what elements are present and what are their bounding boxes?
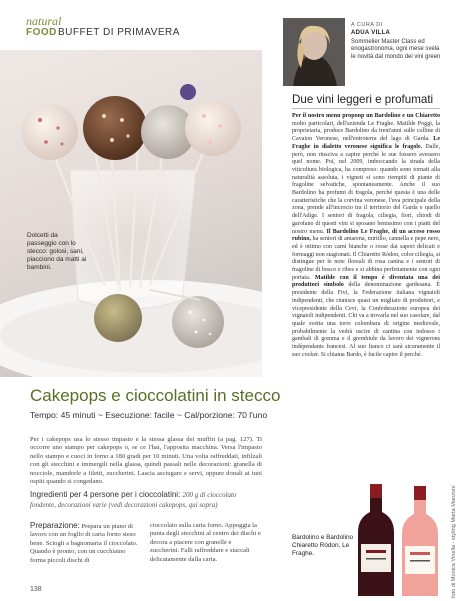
- author-portrait: [283, 18, 345, 86]
- cakepops-illustration: [0, 50, 262, 377]
- page-number: 138: [30, 586, 42, 593]
- ingredients-heading: Ingredienti per 4 persone per i cioccolatini:: [30, 490, 181, 499]
- bottles-caption: Bardolino e Bardolino Chiaretto Ròdon, Le Fraghe.: [292, 534, 354, 557]
- photo-caption: Dolcetti da passeggio con lo stecco: golosi, sani, piacciono da matti ai bambini.: [27, 232, 87, 271]
- article-title: Due vini leggeri e profumati: [292, 93, 434, 106]
- ingredients: [30, 490, 262, 510]
- paragraph-2-lead: Le Fraghe in dialetto veronese significa le fragole.: [292, 136, 440, 150]
- preparation-column-2: cioccolato sulla carta forno. Appoggia la punta degli stecchini al centro dei dischi e decora a piacere con granelle e zuccherini. Falli raffreddare e staccali delicatamente dalla carta.: [150, 522, 261, 563]
- category-label-food: FOOD: [26, 27, 57, 38]
- recipe-intro: Per i cakepops usa lo stesso impasto e la stessa glassa dei muffin (a pag. 127). Ti occorre uno stampo per cakepops o, se ce l'hai, l'apposita macchina. Versa l'impasto nello stampo e cuoci in forno a 180 gradi per 10 minuti. Una volta raffreddati, infilzali con gli stecchini e immergili nella glassa, quindi passali nelle decorazioni: granella di nocciole, mandorle a filetti, zuccherini. Lascia asciugare e servi, oppure donali ai tuoi ospiti quando si congedano.: [30, 436, 262, 486]
- author-box: [283, 18, 443, 86]
- author-bio: Sommelier Master Class ed enogastronoma, ogni mese svela le novità dal mondo dei vini green: [351, 39, 441, 60]
- author-photo: [283, 18, 345, 86]
- paragraph-1: molto particolari, dell'azienda Le Fraghe. Matilde Poggi, la proprietaria, produce Bardolino da trent'anni sulle colline di Cavaion Veronese, nell'entroterra del lago di Garda.: [292, 120, 440, 143]
- paragraph-2: Dalle, però, non riusciva a capire perché le sue fossero avessero quel nome. Poi, nel 2009, imboccando la strada della viticoltura biologica, ha compreso: quando sono tornati alla naturalità assoluta, i vigneti si sono riempiti di piante di fragoline selvatiche, spontaneamente. Anche il suo Bardolino ha profumi di fragola, perché questa è una delle caratteristiche che la corvina veronese, l'uva principale della zona, prende all'incrocio tra il territorio del Garda e quello dell'Adige. I sentori di fragola, ciliegia, fiori, chiodi di garofano di questi vini si sposano benissimo con i piatti del nostro menu.: [292, 143, 440, 235]
- photo-credit: foto di Monica Vinella - styling Marta Manzoni: [451, 485, 457, 598]
- subsection-title: BUFFET DI PRIMAVERA: [58, 27, 180, 38]
- wine-bottles-illustration: [356, 484, 444, 596]
- article-body: [292, 113, 440, 360]
- paragraph-4-lead: Matilde con il tempo è diventata una dei produttori simbolo: [292, 274, 440, 289]
- paragraph-1-lead: Per il nostro menu proponp un Bardolino e un Chiaretto: [292, 113, 440, 119]
- recipe-title: Cakepops e cioccolatini in stecco: [30, 386, 281, 405]
- author-tag: A CURA DI: [351, 22, 383, 28]
- author-name: ADUA VILLA: [351, 30, 391, 36]
- preparation-text-1: Prepara un piano di lavoro con un foglio di carta forno steso bene. Sciogli a bagnomaria il cioccolato. Quando è pronto, con un cucchiaino forma piccoli dischi di: [30, 523, 138, 564]
- wine-bottles-image: [356, 484, 444, 596]
- ingredients-list: 200 g di cioccolato fondente, decorazioni varie (vedi decorazioni cakepops, qui sopra): [30, 491, 237, 509]
- paragraph-3-lead: Il Bardolino Le Fraghe, di un acceso rosso rubino,: [292, 228, 440, 243]
- title-divider: [292, 108, 440, 109]
- paragraph-3: ha sentori di amarena, mirtillo, cannella e pepe nero, ed è ottimo con carni bianche o rosse dai sapori delicati e formaggi non stagionati. Il Chiaretto Ròdon, color ciliegia, si distingue per le note floreali di rosa canina e i sentori di fragoline di bosco e ribes e si abbina perfettamente con ogni portata.: [292, 236, 440, 281]
- preparation-column-1: [30, 522, 142, 565]
- recipe-meta: Tempo: 45 minuti ~ Esecuzione: facile ~ Cal/porzione: 70 l'uno: [30, 410, 268, 420]
- cakepops-photo: [0, 50, 262, 377]
- preparation-label: Preparazione:: [30, 521, 80, 530]
- paragraph-4: della denominazione gardesana. È presidente della Fivi, la Federazione italiana vignaioli indipendenti, che riunisce quasi un migliaio di produttori, e vicepresidente della Cevi, la Confederazione europea dei vignaioli indipendenti. Chi va a trovarla nel suo casolare, dal quale svetta una torre colombara di origine medievale, probabilmente la vedrà uscire di cantina con indosso i gambali di gomma e il grembiule da lavoro dei vignerons indépendants francesi. Al suo fianco ci sarà sicuramente il suo cocker. Si chiama Bardo, è facile capire il perché.: [292, 282, 440, 358]
- section-label-natural: natural: [26, 14, 62, 28]
